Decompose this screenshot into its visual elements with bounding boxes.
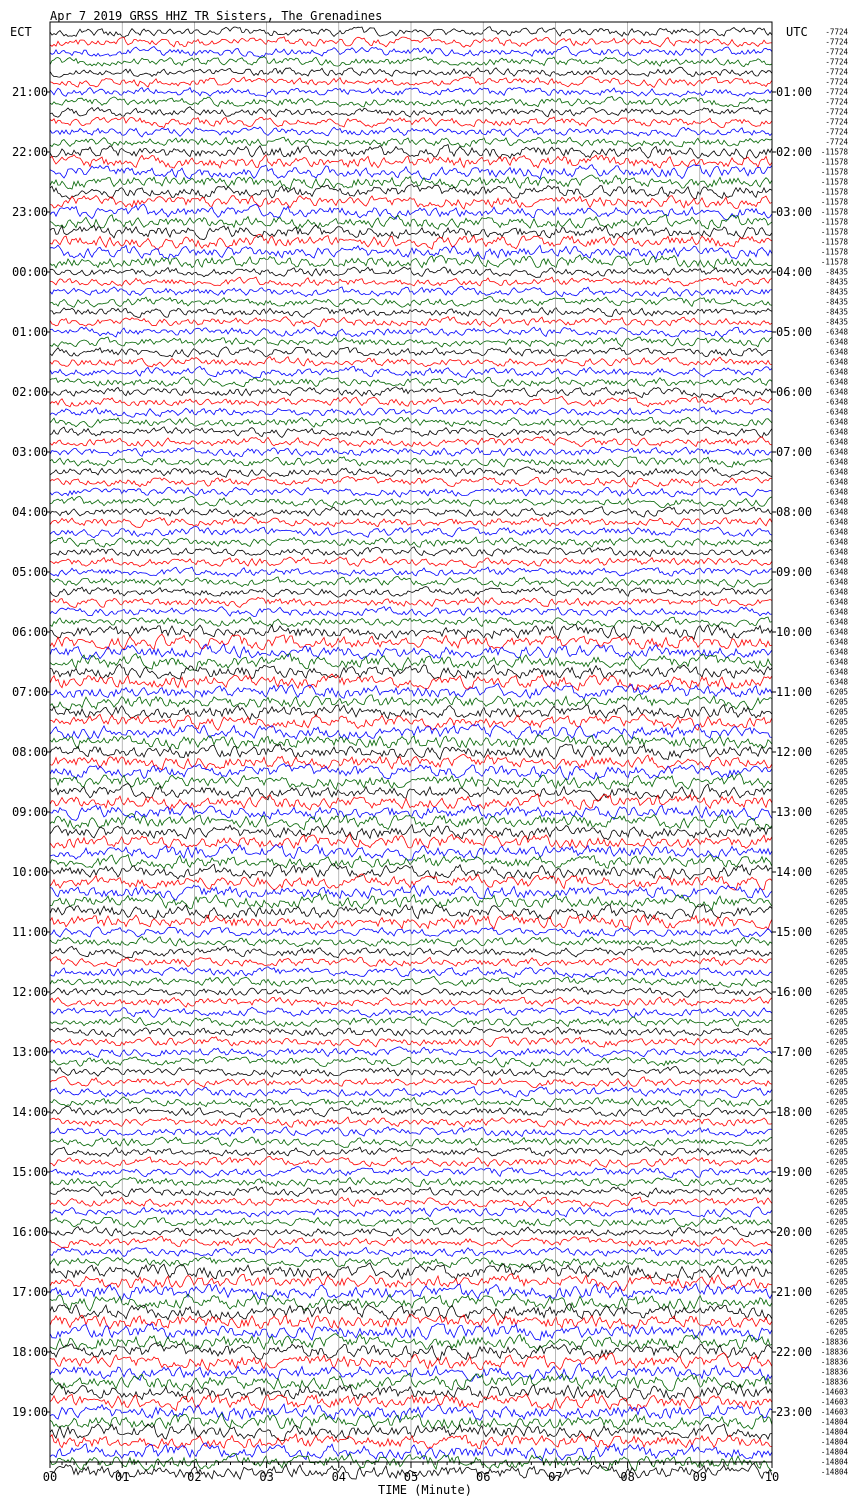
trace-offset-label: -14804 — [820, 1417, 848, 1427]
minute-gridlines — [122, 22, 700, 1462]
trace-offset-label: -6205 — [825, 1307, 848, 1317]
trace-offset-label: -6205 — [825, 937, 848, 947]
right-hour-label: 17:00 — [776, 1045, 813, 1059]
trace-offset-label: -6205 — [825, 1227, 848, 1237]
trace-offset-label: -6348 — [825, 427, 848, 437]
trace-offset-label: -6205 — [825, 1297, 848, 1307]
trace-offset-label: -6348 — [825, 437, 848, 447]
x-tick-label: 03 — [259, 1470, 274, 1484]
trace-offset-label: -11578 — [820, 227, 848, 237]
trace-offset-label: -6205 — [825, 817, 848, 827]
left-hour-label: 08:00 — [12, 745, 49, 759]
trace-offset-label: -6205 — [825, 837, 848, 847]
x-tick-label: 07 — [548, 1470, 563, 1484]
trace-offset-label: -6205 — [825, 1057, 848, 1067]
left-hour-label: 17:00 — [12, 1285, 49, 1299]
trace-offset-label: -11578 — [820, 197, 848, 207]
trace-offset-label: -11578 — [820, 207, 848, 217]
right-hour-label: 20:00 — [776, 1225, 813, 1239]
trace-offset-label: -6348 — [825, 417, 848, 427]
trace-offset-label: -6205 — [825, 1157, 848, 1167]
trace-offset-label: -6205 — [825, 777, 848, 787]
trace-offset-label: -6348 — [825, 657, 848, 667]
trace-offset-label: -6205 — [825, 847, 848, 857]
x-tick-label: 09 — [692, 1470, 708, 1484]
trace-offset-label: -6348 — [825, 647, 848, 657]
left-hour-label: 05:00 — [12, 565, 49, 579]
trace-offset-label: -18836 — [820, 1377, 848, 1387]
trace-offset-label: -6348 — [825, 337, 848, 347]
trace-offset-label: -6348 — [825, 617, 848, 627]
trace-offset-label: -6348 — [825, 447, 848, 457]
trace-offset-label: -14804 — [820, 1467, 848, 1477]
trace-offset-label: -6348 — [825, 577, 848, 587]
trace-offset-label: -14804 — [820, 1437, 848, 1447]
trace-offset-label: -6348 — [825, 587, 848, 597]
trace-offset-label: -6205 — [825, 687, 848, 697]
trace-offset-label: -6205 — [825, 1247, 848, 1257]
trace-offset-label: -6205 — [825, 1217, 848, 1227]
trace-offset-label: -18836 — [820, 1347, 848, 1357]
trace-offset-label: -6205 — [825, 1087, 848, 1097]
trace-offset-label: -6205 — [825, 807, 848, 817]
trace-offset-label: -6205 — [825, 1097, 848, 1107]
trace-offset-label: -6205 — [825, 947, 848, 957]
x-axis — [43, 1462, 779, 1484]
trace-offset-label: -6205 — [825, 1287, 848, 1297]
trace-offset-label: -6205 — [825, 1237, 848, 1247]
left-hour-label: 02:00 — [12, 385, 49, 399]
trace-offset-label: -6205 — [825, 907, 848, 917]
trace-offset-label: -6205 — [825, 707, 848, 717]
trace-offset-label: -7724 — [825, 97, 848, 107]
left-hour-label: 11:00 — [12, 925, 49, 939]
left-hour-label: 21:00 — [12, 85, 49, 99]
trace-offset-label: -6205 — [825, 1197, 848, 1207]
trace-offset-label: -6348 — [825, 677, 848, 687]
trace-offset-label: -6205 — [825, 797, 848, 807]
trace-offset-label: -6348 — [825, 607, 848, 617]
trace-offset-label: -6205 — [825, 997, 848, 1007]
left-hour-label: 15:00 — [12, 1165, 49, 1179]
trace-offset-label: -6348 — [825, 487, 848, 497]
trace-offset-label: -7724 — [825, 127, 848, 137]
trace-offset-label: -6205 — [825, 787, 848, 797]
x-tick-label: 08 — [620, 1470, 635, 1484]
trace-offset-label: -6205 — [825, 987, 848, 997]
trace-offset-label: -11578 — [820, 247, 848, 257]
trace-offset-label: -6348 — [825, 547, 848, 557]
left-hour-label: 19:00 — [12, 1405, 49, 1419]
trace-offset-label: -6205 — [825, 1077, 848, 1087]
trace-offset-label: -6205 — [825, 1267, 848, 1277]
trace-offset-label: -6205 — [825, 1257, 848, 1267]
right-hour-label: 01:00 — [776, 85, 813, 99]
right-hour-label: 22:00 — [776, 1345, 813, 1359]
trace-offset-label: -7724 — [825, 77, 848, 87]
trace-offset-label: -6348 — [825, 667, 848, 677]
trace-offset-label: -6205 — [825, 1167, 848, 1177]
trace-offset-label: -8435 — [825, 267, 848, 277]
trace-offset-label: -18836 — [820, 1337, 848, 1347]
trace-offset-label: -11578 — [820, 147, 848, 157]
left-hour-label: 10:00 — [12, 865, 49, 879]
trace-offset-label: -11578 — [820, 177, 848, 187]
trace-offset-label: -6205 — [825, 1117, 848, 1127]
trace-offset-label: -6205 — [825, 877, 848, 887]
trace-offset-label: -8435 — [825, 297, 848, 307]
left-hour-label: 06:00 — [12, 625, 49, 639]
trace-offset-label: -6348 — [825, 537, 848, 547]
right-hour-label: 06:00 — [776, 385, 813, 399]
trace-offset-label: -7724 — [825, 37, 848, 47]
trace-offset-label: -7724 — [825, 47, 848, 57]
right-hour-label: 03:00 — [776, 205, 813, 219]
right-hour-label: 08:00 — [776, 505, 813, 519]
trace-offset-label: -14804 — [820, 1457, 848, 1467]
right-hour-label: 09:00 — [776, 565, 813, 579]
left-hour-label: 03:00 — [12, 445, 49, 459]
right-hour-labels — [772, 85, 812, 1419]
trace-offset-label: -14603 — [820, 1397, 848, 1407]
trace-offset-label: -6205 — [825, 1327, 848, 1337]
left-hour-label: 07:00 — [12, 685, 49, 699]
trace-offset-label: -6205 — [825, 1067, 848, 1077]
left-timezone-label: ECT — [10, 25, 32, 39]
trace-offset-label: -7724 — [825, 87, 848, 97]
trace-offset-label: -6348 — [825, 407, 848, 417]
trace-offset-label: -6205 — [825, 977, 848, 987]
trace-offset-label: -6205 — [825, 767, 848, 777]
x-tick-label: 05 — [403, 1470, 419, 1484]
right-hour-label: 14:00 — [776, 865, 813, 879]
trace-offset-label: -6205 — [825, 1017, 848, 1027]
right-hour-label: 07:00 — [776, 445, 813, 459]
right-hour-label: 19:00 — [776, 1165, 813, 1179]
trace-offset-label: -6205 — [825, 717, 848, 727]
left-hour-label: 16:00 — [12, 1225, 49, 1239]
trace-offset-label: -6348 — [825, 637, 848, 647]
trace-offset-label: -6205 — [825, 697, 848, 707]
trace-offset-label: -6205 — [825, 1007, 848, 1017]
right-hour-label: 12:00 — [776, 745, 813, 759]
trace-offset-label: -6348 — [825, 527, 848, 537]
x-tick-label: 01 — [114, 1470, 130, 1484]
trace-offset-label: -6205 — [825, 967, 848, 977]
right-hour-label: 18:00 — [776, 1105, 813, 1119]
left-hour-label: 18:00 — [12, 1345, 49, 1359]
trace-offset-label: -6205 — [825, 1187, 848, 1197]
right-hour-label: 15:00 — [776, 925, 813, 939]
trace-offset-label: -14603 — [820, 1407, 848, 1417]
trace-offset-labels — [821, 28, 849, 1477]
right-hour-label: 23:00 — [776, 1405, 813, 1419]
trace-offset-label: -18836 — [820, 1367, 848, 1377]
trace-offset-label: -7724 — [825, 27, 848, 37]
trace-offset-label: -6348 — [825, 367, 848, 377]
trace-offset-label: -11578 — [820, 167, 848, 177]
trace-offset-label: -6348 — [825, 477, 848, 487]
trace-offset-label: -14804 — [820, 1447, 848, 1457]
left-hour-label: 09:00 — [12, 805, 49, 819]
trace-offset-label: -6205 — [825, 747, 848, 757]
trace-offset-label: -6205 — [825, 1137, 848, 1147]
x-tick-label: 00 — [42, 1470, 58, 1484]
trace-offset-label: -6205 — [825, 1177, 848, 1187]
trace-offset-label: -6205 — [825, 867, 848, 877]
left-hour-label: 04:00 — [12, 505, 49, 519]
x-tick-label: 10 — [764, 1470, 780, 1484]
x-tick-label: 02 — [187, 1470, 202, 1484]
left-hour-label: 23:00 — [12, 205, 49, 219]
left-hour-label: 01:00 — [12, 325, 49, 339]
x-tick-label: 06 — [475, 1470, 491, 1484]
right-timezone-label: UTC — [786, 25, 808, 39]
trace-offset-label: -6348 — [825, 557, 848, 567]
trace-offset-label: -6348 — [825, 377, 848, 387]
trace-offset-label: -6348 — [825, 597, 848, 607]
right-hour-label: 21:00 — [776, 1285, 813, 1299]
left-hour-label: 13:00 — [12, 1045, 49, 1059]
trace-offset-label: -6348 — [825, 467, 848, 477]
trace-offset-label: -6348 — [825, 457, 848, 467]
trace-offset-label: -11578 — [820, 187, 848, 197]
chart-title: Apr 7 2019 GRSS HHZ TR Sisters, The Grenadines — [50, 9, 383, 23]
trace-offset-label: -14804 — [820, 1427, 848, 1437]
trace-offset-label: -6348 — [825, 387, 848, 397]
right-hour-label: 13:00 — [776, 805, 813, 819]
trace-offset-label: -6205 — [825, 757, 848, 767]
trace-offset-label: -18836 — [820, 1357, 848, 1367]
trace-offset-label: -6205 — [825, 827, 848, 837]
trace-offset-label: -6205 — [825, 727, 848, 737]
trace-offset-label: -6205 — [825, 1207, 848, 1217]
trace-offset-label: -7724 — [825, 67, 848, 77]
left-hour-label: 00:00 — [12, 265, 49, 279]
left-hour-labels — [12, 85, 50, 1419]
trace-offset-label: -6205 — [825, 1047, 848, 1057]
trace-offset-label: -6205 — [825, 917, 848, 927]
left-hour-label: 22:00 — [12, 145, 49, 159]
trace-offset-label: -11578 — [820, 257, 848, 267]
trace-offset-label: -7724 — [825, 107, 848, 117]
trace-offset-label: -6205 — [825, 737, 848, 747]
trace-offset-label: -6205 — [825, 1277, 848, 1287]
trace-offset-label: -7724 — [825, 117, 848, 127]
right-hour-label: 16:00 — [776, 985, 813, 999]
x-axis-title: TIME (Minute) — [378, 1483, 472, 1497]
trace-offset-label: -11578 — [820, 157, 848, 167]
trace-offset-label: -8435 — [825, 307, 848, 317]
x-tick-label: 04 — [331, 1470, 347, 1484]
trace-offset-label: -6205 — [825, 857, 848, 867]
trace-offset-label: -6348 — [825, 497, 848, 507]
trace-offset-label: -6348 — [825, 507, 848, 517]
trace-offset-label: -6348 — [825, 567, 848, 577]
left-hour-label: 14:00 — [12, 1105, 49, 1119]
left-hour-label: 12:00 — [12, 985, 49, 999]
trace-offset-label: -8435 — [825, 277, 848, 287]
trace-offset-label: -6205 — [825, 887, 848, 897]
right-hour-label: 10:00 — [776, 625, 813, 639]
trace-offset-label: -6205 — [825, 1037, 848, 1047]
trace-offset-label: -6205 — [825, 1317, 848, 1327]
trace-offset-label: -7724 — [825, 57, 848, 67]
right-hour-label: 11:00 — [776, 685, 813, 699]
trace-offset-label: -6348 — [825, 397, 848, 407]
trace-offset-label: -6205 — [825, 1027, 848, 1037]
trace-offset-label: -7724 — [825, 137, 848, 147]
trace-offset-label: -6205 — [825, 1147, 848, 1157]
right-hour-label: 04:00 — [776, 265, 813, 279]
right-hour-label: 02:00 — [776, 145, 813, 159]
trace-offset-label: -14603 — [820, 1387, 848, 1397]
trace-offset-label: -6205 — [825, 927, 848, 937]
trace-offset-label: -6348 — [825, 517, 848, 527]
trace-offset-label: -6205 — [825, 897, 848, 907]
trace-offset-label: -11578 — [820, 217, 848, 227]
right-hour-label: 05:00 — [776, 325, 813, 339]
trace-offset-label: -6348 — [825, 357, 848, 367]
trace-offset-label: -6205 — [825, 1127, 848, 1137]
trace-offset-label: -11578 — [820, 237, 848, 247]
trace-offset-label: -8435 — [825, 287, 848, 297]
trace-offset-label: -6348 — [825, 347, 848, 357]
trace-offset-label: -8435 — [825, 317, 848, 327]
trace-offset-label: -6205 — [825, 1107, 848, 1117]
trace-offset-label: -6348 — [825, 627, 848, 637]
trace-offset-label: -6348 — [825, 327, 848, 337]
trace-offset-label: -6205 — [825, 957, 848, 967]
